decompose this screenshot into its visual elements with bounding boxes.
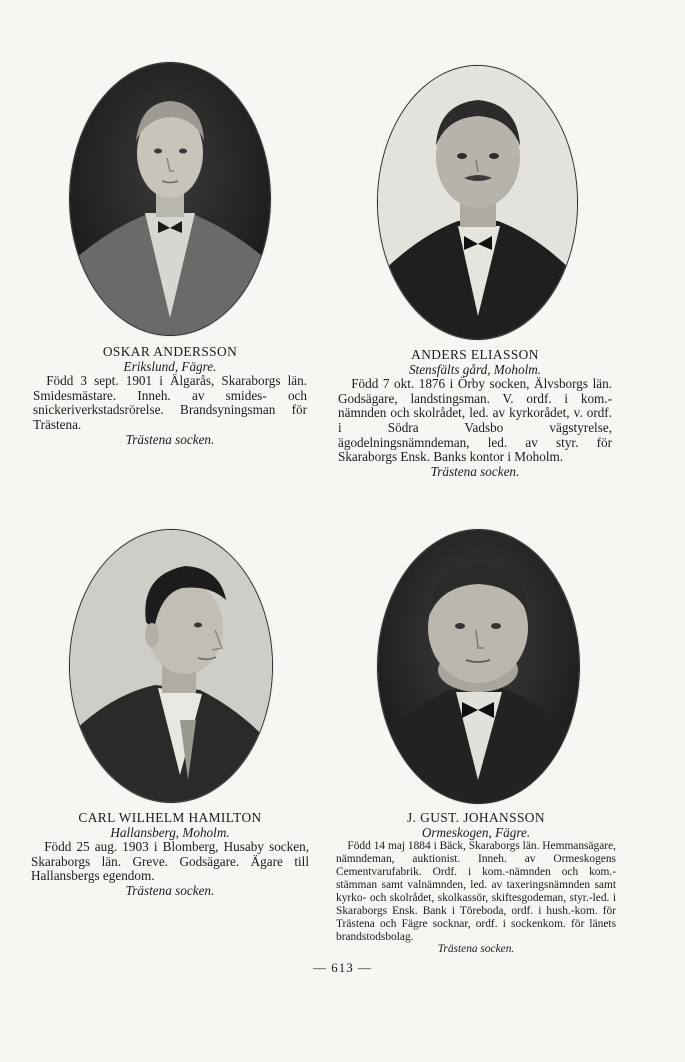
person-biography: Född 14 maj 1884 i Bäck, Skaraborgs län. Hemmansägare, nämndeman, auktionist. Inneh. av Ormeskogens Cementvarufabrik. Ordf. i kom.-nämnden och kom.-stämman samt valnämnden, led. av taxeringsnämnden samt kyrko- och skolrådet, skolkassör, skiftesgodeman, styr.-led. i Skaraborgs Ensk. Bank i Töreboda, ordf. i hush.-kom. för Trästena och Fägre socknar, ordf. i sockenkom. för länets brandstodsbolag.	[336, 840, 616, 943]
portrait-photo	[378, 530, 579, 803]
person-name: J. GUST. JOHANSSON	[407, 810, 545, 825]
portrait-oskar-andersson	[69, 62, 271, 336]
person-residence: Hallansberg, Moholm.	[110, 824, 230, 840]
person-name: OSKAR ANDERSSON	[102, 344, 238, 359]
portrait-carl-wilhelm-hamilton	[69, 529, 273, 803]
portrait-photo	[70, 530, 272, 802]
person-biography: Född 7 okt. 1876 i Örby socken, Älvsborgs län. Godsägare, landstingsman. V. ordf. i kom.-nämnden och skolrådet, led. av kyrkorådet, v. ordf. i Södra Vadsbo vägstyrelse, ägodelningsnämndeman, led. av styr. för Skaraborgs Ensk. Banks kontor i Moholm.	[338, 376, 612, 465]
entry-carl-wilhelm-hamilton	[31, 811, 309, 899]
person-residence: Erikslund, Fägre.	[123, 358, 217, 374]
person-name: ANDERS ELIASSON	[411, 347, 539, 362]
portrait-photo	[70, 63, 270, 335]
parish-label: Trästena socken.	[125, 882, 215, 898]
person-biography: Född 25 aug. 1903 i Blomberg, Husaby socken, Skaraborgs län. Greve. Godsägare. Ägare till Hallansbergs egendom.	[31, 839, 309, 884]
parish-label: Trästena socken.	[125, 431, 215, 447]
person-biography: Född 3 sept. 1901 i Älgarås, Skaraborgs län. Smidesmästare. Inneh. av smides- och snickeriverkstadsrörelse. Brandsyningsman för Trästena.	[33, 373, 307, 432]
portrait-j-gust-johansson	[377, 529, 580, 804]
parish-label: Trästena socken.	[437, 943, 515, 956]
person-name: CARL WILHELM HAMILTON	[78, 810, 262, 825]
portrait-anders-eliasson	[377, 65, 578, 340]
entry-anders-eliasson	[338, 348, 612, 479]
person-residence: Ormeskogen, Fägre.	[421, 824, 531, 840]
parish-label: Trästena socken.	[430, 463, 520, 479]
entry-oskar-andersson	[33, 345, 307, 447]
person-residence: Stensfälts gård, Moholm.	[408, 361, 542, 377]
portrait-photo	[378, 66, 577, 339]
page-number: — 613 —	[313, 960, 372, 975]
entry-j-gust-johansson	[336, 811, 616, 956]
